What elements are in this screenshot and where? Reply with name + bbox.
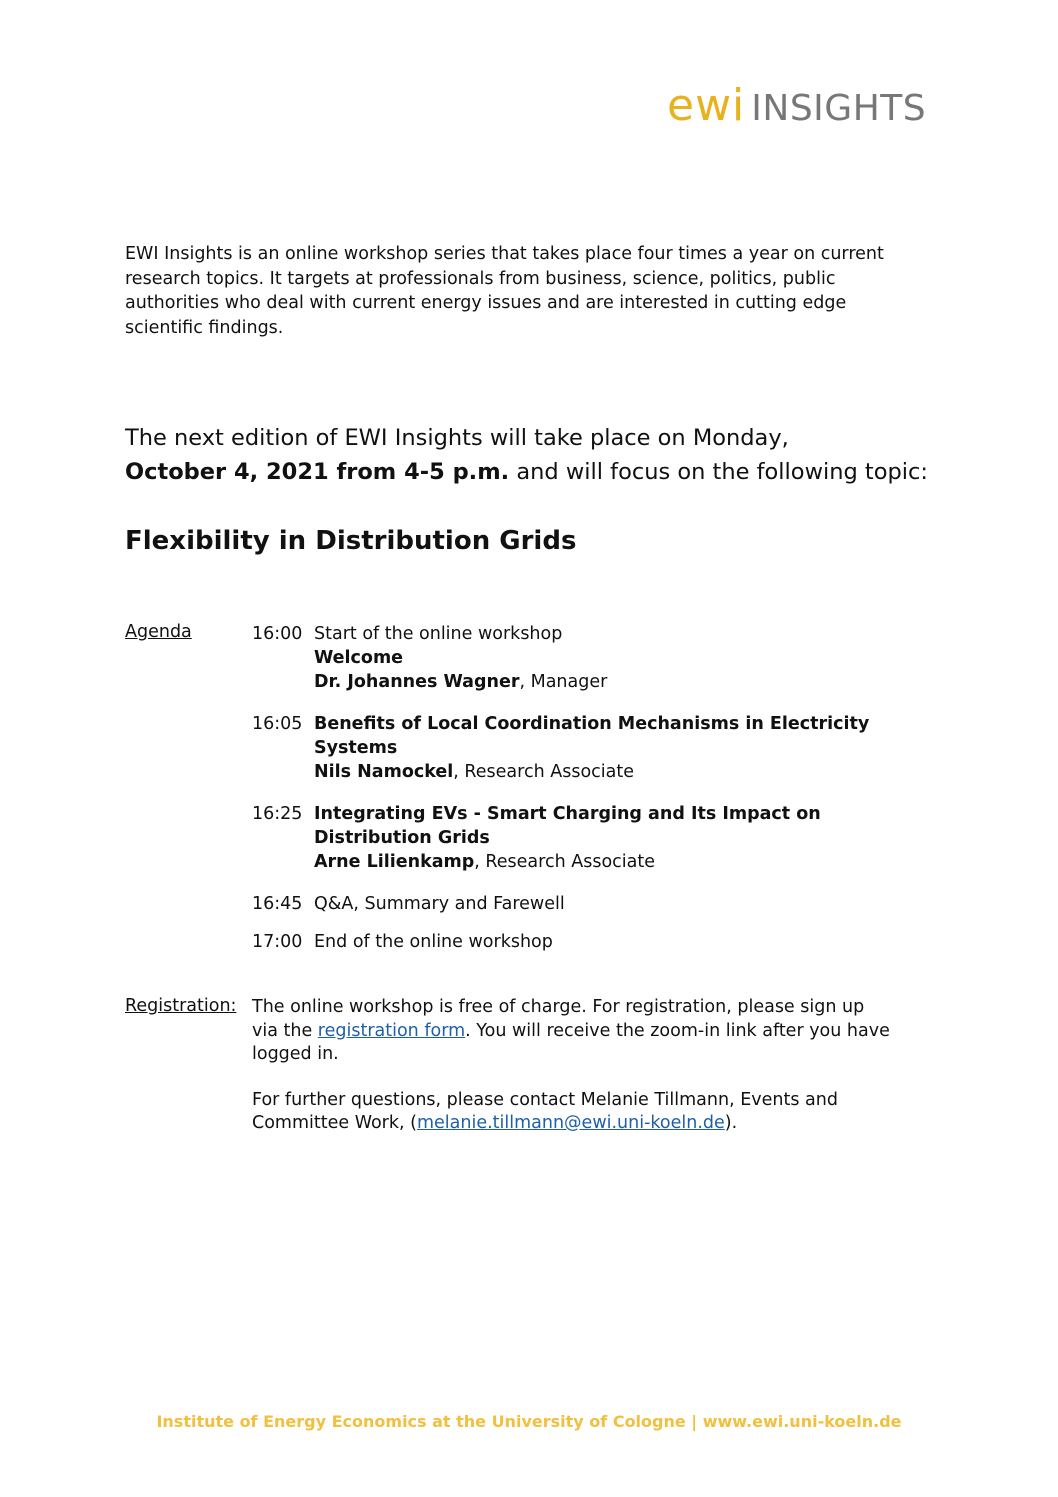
registration-label: Registration: — [125, 996, 237, 1016]
agenda-text: Q&A, Summary and Farewell — [314, 894, 565, 914]
agenda-time: 16:25 — [252, 804, 303, 824]
agenda-time: 16:00 — [252, 624, 303, 644]
agenda-time: 17:00 — [252, 932, 303, 952]
announcement-rest: and will focus on the following topic: — [509, 459, 928, 485]
agenda-title: Integrating EVs - Smart Charging and Its Impact on Distribution Grids — [314, 804, 821, 848]
announcement-line-1: The next edition of EWI Insights will take place on Monday, — [125, 425, 789, 451]
agenda-time: 16:05 — [252, 714, 303, 734]
registration-form-link[interactable]: registration form — [317, 1020, 466, 1041]
announcement-date: October 4, 2021 from 4-5 p.m. — [125, 459, 510, 485]
agenda-title: Welcome — [314, 648, 404, 668]
logo-ewi-mark: ewi — [667, 80, 746, 131]
agenda-item — [252, 622, 932, 694]
agenda-speaker: Nils Namockel — [314, 762, 454, 782]
registration-text: The online workshop is free of charge. For registration, please sign up via the — [252, 997, 865, 1041]
agenda-speaker: Arne Lilienkamp — [314, 852, 475, 872]
agenda-time: 16:45 — [252, 894, 303, 914]
agenda-item — [252, 892, 932, 916]
agenda-title: Benefits of Local Coordination Mechanisms in Electricity Systems — [314, 714, 870, 758]
agenda-role: , Research Associate — [453, 762, 634, 782]
announcement-line-2 — [125, 455, 945, 489]
agenda-speaker: Dr. Johannes Wagner — [314, 672, 520, 692]
agenda-text: End of the online workshop — [314, 932, 553, 952]
contact-text: For further questions, please contact Melanie Tillmann, Events and Committee Work, ( — [252, 1089, 838, 1133]
registration-paragraph — [252, 996, 892, 1067]
agenda-role: , Research Associate — [474, 852, 655, 872]
registration-section — [252, 996, 892, 1158]
agenda-role: , Manager — [519, 672, 608, 692]
registration-text-after: . You will receive the zoom-in link after you have logged in. — [252, 1020, 890, 1064]
intro-paragraph: EWI Insights is an online workshop series that takes place four times a year on current research topics. It targets at professionals from business, science, politics, public authorities who deal with current energy issues and are interested in cutting edge scientific findings. — [125, 244, 884, 338]
contact-text-after: ). — [724, 1113, 738, 1133]
contact-paragraph — [252, 1089, 892, 1136]
footer: Institute of Energy Economics at the University of Cologne | www.ewi.uni-koeln.de — [156, 1412, 902, 1431]
announcement — [125, 421, 945, 489]
agenda-text: Start of the online workshop — [314, 624, 563, 644]
agenda-label: Agenda — [125, 622, 192, 642]
logo-insights-text: INSIGHTS — [751, 88, 927, 129]
agenda-item — [252, 712, 932, 784]
agenda-item — [252, 802, 932, 874]
agenda-item — [252, 930, 932, 954]
topic-title: Flexibility in Distribution Grids — [125, 526, 577, 556]
ewi-insights-logo — [667, 80, 926, 132]
contact-email-link[interactable]: melanie.tillmann@ewi.uni-koeln.de — [416, 1113, 725, 1133]
agenda-list — [252, 622, 932, 972]
